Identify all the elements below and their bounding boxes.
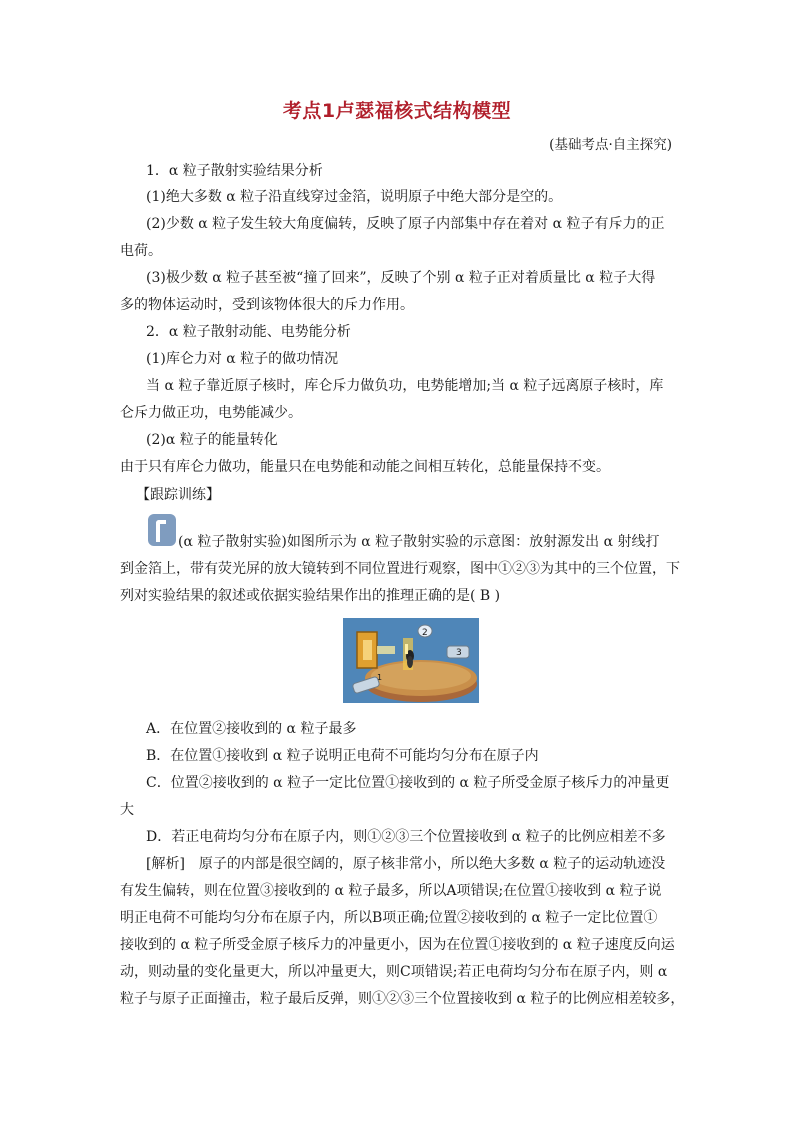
paragraph-line: 由于只有库仑力做功，能量只在电势能和动能之间相互转化，总能量保持不变。 xyxy=(120,459,610,475)
numbered-bullet-icon xyxy=(148,514,176,546)
page-subtitle: (基础考点·自主探究) xyxy=(549,137,672,153)
option-b: B．在位置①接收到 α 粒子说明正电荷不可能均匀分布在原子内 xyxy=(146,748,539,764)
position-2-label: 2 xyxy=(422,628,428,638)
option-d: D．若正电荷均匀分布在原子内，则①②③三个位置接收到 α 粒子的比例应相差不多 xyxy=(146,829,666,845)
question-stem-line: 列对实验结果的叙述或依据实验结果作出的推理正确的是( B ) xyxy=(120,588,501,604)
page-title: 考点1卢瑟福核式结构模型 xyxy=(282,100,512,122)
analysis-line: 明正电荷不可能均匀分布在原子内，所以B项正确;位置②接收到的 α 粒子一定比位置① xyxy=(120,910,658,926)
option-a: A．在位置②接收到的 α 粒子最多 xyxy=(146,721,357,737)
paragraph-line: (1)库仑力对 α 粒子的做功情况 xyxy=(146,351,339,367)
paragraph-line: 多的物体运动时，受到该物体很大的斥力作用。 xyxy=(120,297,414,313)
section-heading-1: 1．α 粒子散射实验结果分析 xyxy=(146,163,323,179)
paragraph-line: 电荷。 xyxy=(120,243,162,259)
analysis-line: 有发生偏转，则在位置③接收到的 α 粒子最多，所以A项错误;在位置①接收到 α 粒子说 xyxy=(120,883,662,899)
position-1-label: 1 xyxy=(377,673,383,682)
alpha-scattering-figure xyxy=(343,618,479,703)
question-stem-line: 到金箔上，带有荧光屏的放大镜转到不同位置进行观察，图中①②③为其中的三个位置，下 xyxy=(120,561,680,577)
position-3-label: 3 xyxy=(456,648,462,658)
tracking-training-heading: 【跟踪训练】 xyxy=(136,487,220,503)
option-c: C．位置②接收到的 α 粒子一定比位置①接收到的 α 粒子所受金原子核斥力的冲量更 xyxy=(146,775,670,791)
section-heading-2: 2．α 粒子散射动能、电势能分析 xyxy=(146,324,351,340)
paragraph-line: (3)极少数 α 粒子甚至被“撞了回来”，反映了个别 α 粒子正对着质量比 α 粒子大得 xyxy=(146,270,656,286)
analysis-line: 接收到的 α 粒子所受金原子核斥力的冲量更小，因为在位置①接收到的 α 粒子速度反向运 xyxy=(120,937,675,953)
paragraph-line: (1)绝大多数 α 粒子沿直线穿过金箔，说明原子中绝大部分是空的。 xyxy=(146,189,563,205)
paragraph-line: 仑斥力做正功，电势能减少。 xyxy=(120,405,302,421)
paragraph-line: (2)α 粒子的能量转化 xyxy=(146,432,278,448)
analysis-line: 动，则动量的变化量更大，所以冲量更大，则C项错误;若正电荷均匀分布在原子内，则 α xyxy=(120,964,668,980)
question-stem-line: (α 粒子散射实验)如图所示为 α 粒子散射实验的示意图：放射源发出 α 射线打 xyxy=(178,534,660,550)
option-c-continuation: 大 xyxy=(120,802,134,818)
paragraph-line: 当 α 粒子靠近原子核时，库仑斥力做负功，电势能增加;当 α 粒子远离原子核时，库 xyxy=(146,378,664,394)
paragraph-line: (2)少数 α 粒子发生较大角度偏转，反映了原子内部集中存在着对 α 粒子有斥力的正 xyxy=(146,216,665,232)
analysis-line: [解析] 原子的内部是很空阔的，原子核非常小，所以绝大多数 α 粒子的运动轨迹没 xyxy=(146,856,666,872)
analysis-line: 粒子与原子正面撞击，粒子最后反弹，则①②③三个位置接收到 α 粒子的比例应相差较多， xyxy=(120,991,685,1007)
